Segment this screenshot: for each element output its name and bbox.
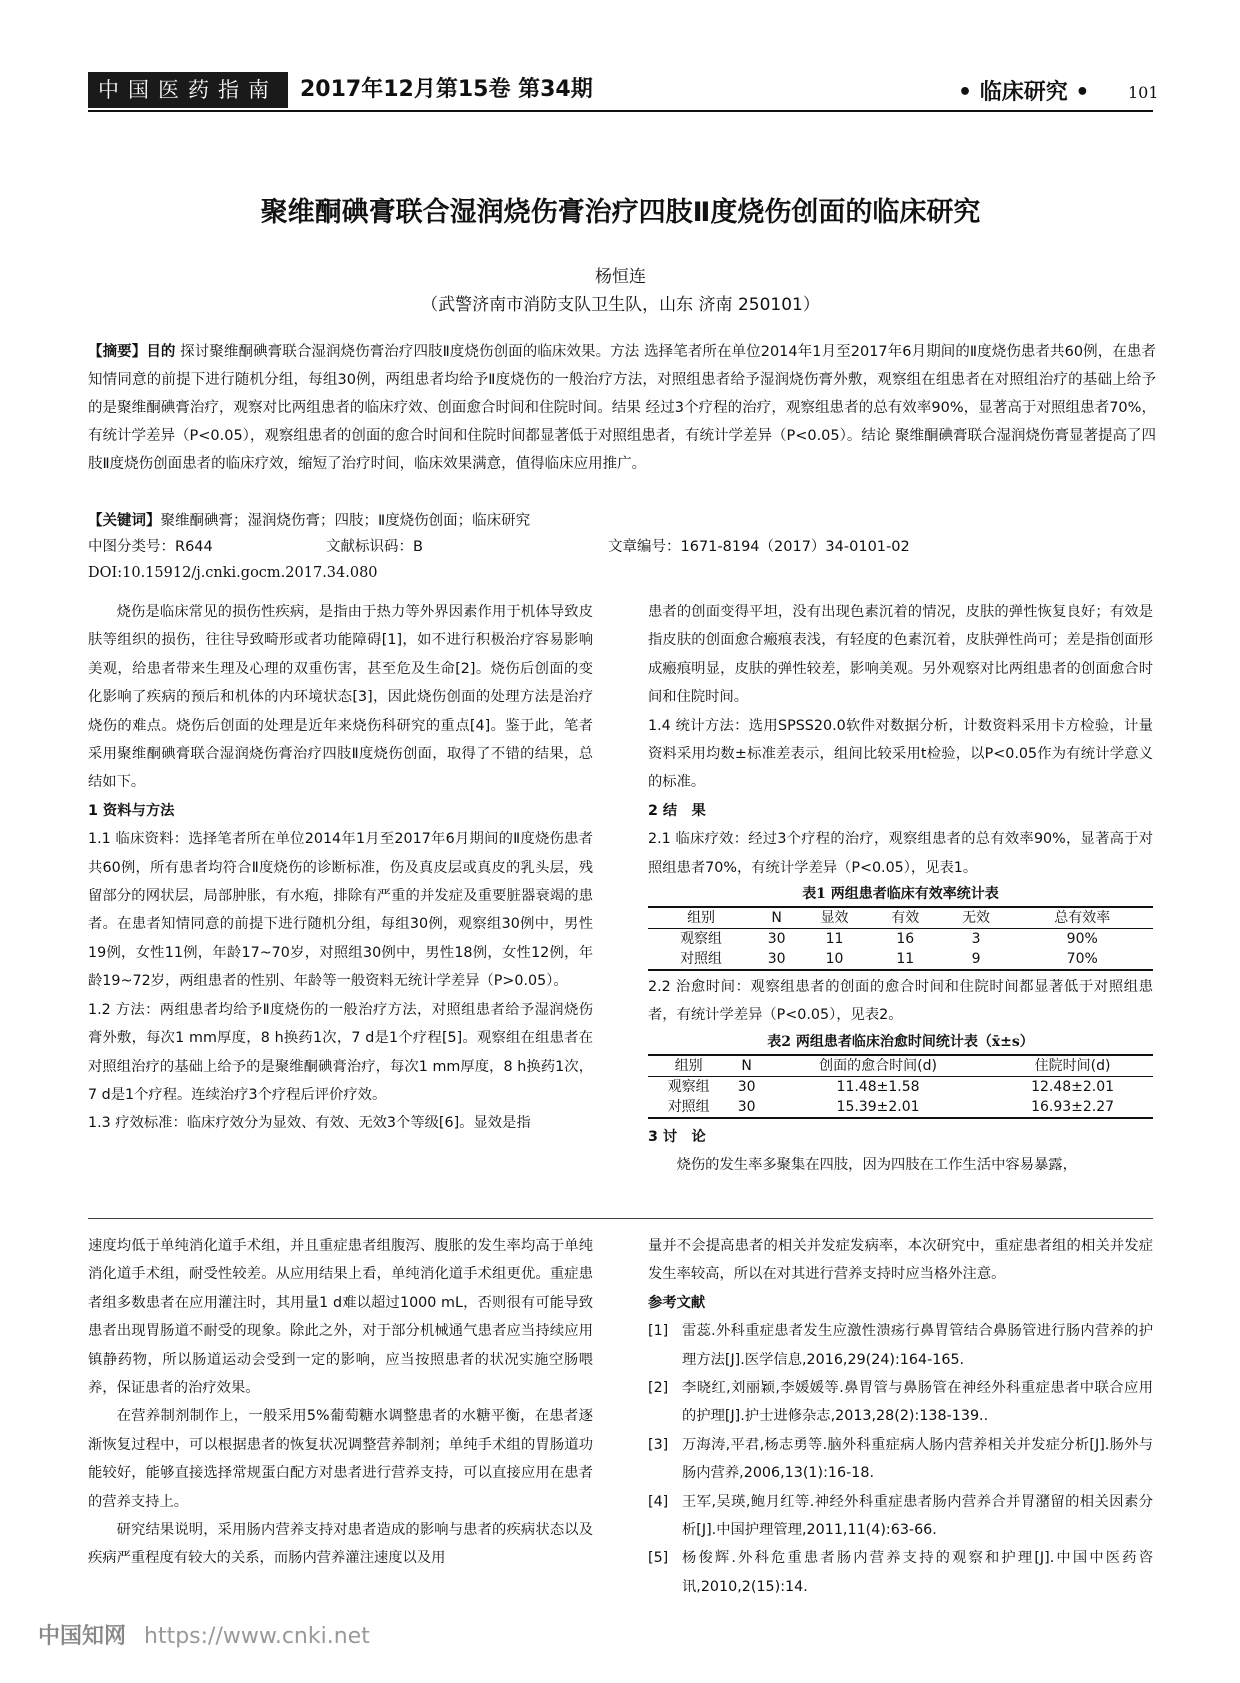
- table-header-cell: 有效: [870, 907, 941, 929]
- table-cell: 16: [896, 931, 915, 948]
- reference-item: [648, 1374, 1153, 1431]
- table-row: [648, 929, 1153, 950]
- table-cell: 30: [729, 1097, 764, 1118]
- reference-text: 雷蕊.外科重症患者发生应激性溃疡行鼻胃管结合鼻肠管进行肠内营养的护理方法[J].医学信息,2016,29(24):164-165.: [682, 1323, 1153, 1368]
- issue-info: 2017年12月第15卷 第34期: [300, 77, 593, 102]
- section-heading: 1 资料与方法: [88, 802, 175, 819]
- table-cell: 11: [870, 949, 941, 970]
- table-cell: 70%: [1011, 949, 1153, 970]
- document-code: 文献标识码：B: [326, 539, 423, 555]
- cnki-watermark: [38, 1622, 370, 1652]
- paragraph: 烧伤的发生率多聚集在四肢，因为四肢在工作生活中容易暴露，: [676, 1157, 1077, 1174]
- table-cell: 9: [941, 949, 1012, 970]
- reference-list: [648, 1317, 1153, 1601]
- table-row: [648, 1097, 1153, 1118]
- doi: DOI:10.15912/j.cnki.gocm.2017.34.080: [88, 565, 378, 581]
- paragraph: 1.4 统计方法：选用SPSS20.0软件对数据分析，计数资料采用卡方检验，计量资料采用均数±标准差表示，组间比较采用t检验，以P<0.05作为有统计学意义的标准。: [648, 717, 1153, 791]
- reference-text: 万海涛,平君,杨志勇等.脑外科重症病人肠内营养相关并发症分析[J].肠外与肠内营养,2006,13(1):16-18.: [682, 1436, 1153, 1482]
- section-tag: • 临床研究 •: [958, 80, 1090, 105]
- table-header-cell: N: [754, 907, 799, 929]
- right-column: [648, 598, 1153, 1180]
- table-cell: 10: [799, 949, 870, 970]
- table-cell: 15.39±2.01: [764, 1097, 992, 1118]
- meta-row: [88, 534, 1156, 560]
- reference-number: [2]: [648, 1380, 669, 1397]
- table2: [648, 1054, 1153, 1119]
- reference-number: [4]: [648, 1493, 669, 1510]
- clc-number: 中图分类号：R644: [88, 539, 213, 555]
- table-header-cell: N: [729, 1055, 764, 1077]
- paragraph: 烧伤是临床常见的损伤性疾病，是指由于热力等外界因素作用于机体导致皮肤等组织的损伤，往往导致畸形或者功能障碍[1]，如不进行积极治疗容易影响美观，给患者带来生理及心理的双重伤害，甚至危及生命[2]。烧伤后创面的变化影响了疾病的预后和机体的内环境状态[3]，因此烧伤创面的处理方法是治疗烧伤的难点。烧伤后创面的处理是近年来烧伤科研究的重点[4]。鉴于此，笔者采用聚维酮碘膏联合湿润烧伤膏治疗四肢Ⅱ度烧伤创面，取得了不错的结果，总结如下。: [88, 604, 593, 791]
- table-cell: 11: [825, 931, 844, 948]
- journal-name-box: 中国医药指南: [88, 72, 288, 108]
- left-column: [88, 598, 593, 1138]
- paragraph: 1.3 疗效标准：临床疗效分为显效、有效、无效3个等级[6]。显效是指: [88, 1115, 531, 1132]
- table-cell: 对照组: [648, 949, 754, 970]
- table-cell: 12.48±2.01: [1031, 1078, 1115, 1095]
- table2-caption: 表2 两组患者临床治愈时间统计表（x̄±s）: [767, 1033, 1034, 1050]
- section-heading: 3 讨 论: [648, 1128, 706, 1145]
- article-number: 文章编号：1671-8194（2017）34-0101-02: [608, 539, 910, 555]
- table-header-cell: 显效: [799, 907, 870, 929]
- paragraph: 研究结果说明，采用肠内营养支持对患者造成的影响与患者的疾病状态以及疾病严重程度有较大的关系，而肠内营养灌注速度以及用: [88, 1522, 593, 1567]
- references-heading: 参考文献: [648, 1294, 706, 1311]
- table-header-cell: 组别: [648, 1055, 729, 1077]
- table-cell: 观察组: [680, 931, 723, 948]
- table-header-cell: 创面的愈合时间(d): [764, 1055, 992, 1077]
- abstract-label: 【摘要】目的: [88, 344, 176, 360]
- reference-text: 杨俊辉.外科危重患者肠内营养支持的观察和护理[J].中国中医药咨讯,2010,2(15):14.: [682, 1550, 1153, 1595]
- table-cell: 30: [767, 931, 786, 948]
- abstract-text: 探讨聚维酮碘膏联合湿润烧伤膏治疗四肢Ⅱ度烧伤创面的临床效果。方法 选择笔者所在单位2014年1月至2017年6月期间的Ⅱ度烧伤患者共60例，在患者知情同意的前提下进行随机分组，每组30例，两组患者均给予Ⅱ度烧伤的一般治疗方法，对照组患者给予湿润烧伤膏外敷，观察组在组患者在对照组治疗的基础上给予的是聚维酮碘膏治疗，观察对比两组患者的临床疗效、创面愈合时间和住院时间。结果 经过3个疗程的治疗，观察组患者的总有效率90%，显著高于对照组患者70%，有统计学差异（P<0.05），观察组患者的创面的愈合时间和住院时间都显著低于对照组患者，有统计学差异（P<0.05）。结论 聚维酮碘膏联合湿润烧伤膏显著提高了四肢Ⅱ度烧伤创面患者的临床疗效，缩短了治疗时间，临床效果满意，值得临床应用推广。: [88, 344, 1156, 472]
- table-cell: 30: [737, 1078, 756, 1095]
- column-separator: [88, 1218, 1153, 1219]
- table-row: [648, 1076, 1153, 1097]
- paragraph: 1.1 临床资料：选择笔者所在单位2014年1月至2017年6月期间的Ⅱ度烧伤患者共60例，所有患者均符合Ⅱ度烧伤的诊断标准，伤及真皮层或真皮的乳头层，残留部分的网状层，局部肿胀，有水疱，排除有严重的并发症及重要脏器衰竭的患者。在患者知情同意的前提下进行随机分组，每组30例，观察组30例中，男性19例，女性11例，年龄17~70岁，对照组30例中，男性18例，女性12例，年龄19~72岁，两组患者的性别、年龄等一般资料无统计学差异（P>0.05）。: [88, 831, 593, 990]
- lower-left-column: [88, 1232, 593, 1573]
- paragraph: 1.2 方法：两组患者均给予Ⅱ度烧伤的一般治疗方法，对照组患者给予湿润烧伤膏外敷，每次1 mm厚度，8 h换药1次，7 d是1个疗程[5]。观察组在组患者在对照组治疗的基础上给予的是聚维酮碘膏治疗，每次1 mm厚度，8 h换药1次，7 d是1个疗程。连续治疗3个疗程后评价疗效。: [88, 1001, 593, 1103]
- table-header-cell: 组别: [648, 907, 754, 929]
- reference-number: [5]: [648, 1550, 669, 1567]
- paragraph: 2.2 治愈时间：观察组患者的创面的愈合时间和住院时间都显著低于对照组患者，有统计学差异（P<0.05），见表2。: [648, 979, 1153, 1024]
- reference-number: [1]: [648, 1323, 669, 1340]
- table-cell: 90%: [1066, 931, 1098, 948]
- keywords-text: 聚维酮碘膏；湿润烧伤膏；四肢；Ⅱ度烧伤创面；临床研究: [160, 513, 531, 529]
- abstract: [88, 338, 1156, 478]
- article-author: 杨恒连: [595, 267, 646, 287]
- paragraph: 速度均低于单纯消化道手术组，并且重症患者组腹泻、腹胀的发生率均高于单纯消化道手术组，耐受性较差。从应用结果上看，单纯消化道手术组更优。重症患者组多数患者在应用灌注时，其用量1 d难以超过1000 mL，否则很有可能导致患者出现胃肠道不耐受的现象。除此之外，对于部分机械通气患者应当持续应用镇静药物，所以肠道运动会受到一定的影响，应当按照患者的状况实施空肠喂养，保证患者的治疗效果。: [88, 1238, 593, 1397]
- paragraph: 在营养制剂制作上，一般采用5%葡萄糖水调整患者的水糖平衡，在患者逐渐恢复过程中，可以根据患者的恢复状况调整营养制剂；单纯手术组的胃肠道功能较好，能够直接选择常规蛋白配方对患者进行营养支持，可以直接应用在患者的营养支持上。: [88, 1408, 593, 1510]
- table-cell: 对照组: [648, 1097, 729, 1118]
- section-heading: 2 结 果: [648, 802, 706, 819]
- lower-right-column: [648, 1232, 1153, 1601]
- keywords: [88, 508, 1156, 534]
- reference-item: [648, 1488, 1153, 1545]
- watermark-brand: 中国知网: [38, 1624, 127, 1649]
- reference-item: [648, 1431, 1153, 1488]
- table-row: [648, 949, 1153, 970]
- keywords-label: 【关键词】: [88, 513, 161, 529]
- reference-text: 王军,吴瑛,鲍月红等.神经外科重症患者肠内营养合并胃潴留的相关因素分析[J].中国护理管理,2011,11(4):63-66.: [682, 1493, 1153, 1539]
- article-affiliation: （武警济南市消防支队卫生队，山东 济南 250101）: [421, 295, 820, 315]
- article-title: 聚维酮碘膏联合湿润烧伤膏治疗四肢Ⅱ度烧伤创面的临床研究: [260, 197, 981, 228]
- header-rule: [88, 110, 1153, 112]
- reference-item: [648, 1317, 1153, 1374]
- table-cell: 观察组: [667, 1078, 710, 1095]
- table-cell: 11.48±1.58: [836, 1078, 920, 1095]
- paragraph: 患者的创面变得平坦，没有出现色素沉着的情况，皮肤的弹性恢复良好；有效是指皮肤的创面愈合瘢痕表浅，有轻度的色素沉着，皮肤弹性尚可；差是指创面形成瘢痕明显，皮肤的弹性较差，影响美观。另外观察对比两组患者的创面愈合时间和住院时间。: [648, 604, 1153, 706]
- watermark-url: https://www.cnki.net: [144, 1624, 370, 1649]
- table-cell: 16.93±2.27: [992, 1097, 1153, 1118]
- table-cell: 3: [971, 931, 981, 948]
- table-header-cell: 住院时间(d): [992, 1055, 1153, 1077]
- page-number: 101: [1128, 83, 1159, 102]
- reference-text: 李晓红,刘丽颖,李媛媛等.鼻胃管与鼻肠管在神经外科重症患者中联合应用的护理[J].护士进修杂志,2013,28(2):138-139..: [682, 1380, 1153, 1425]
- reference-item: [648, 1544, 1153, 1601]
- table1: [648, 906, 1153, 971]
- table-header-cell: 无效: [941, 907, 1012, 929]
- paragraph: 量并不会提高患者的相关并发症发病率，本次研究中，重症患者组的相关并发症发生率较高，所以在对其进行营养支持时应当格外注意。: [648, 1238, 1153, 1283]
- reference-number: [3]: [648, 1436, 669, 1453]
- table-cell: 30: [754, 949, 799, 970]
- table1-caption: 表1 两组患者临床有效率统计表: [802, 886, 999, 903]
- table-header-cell: 总有效率: [1011, 907, 1153, 929]
- paragraph: 2.1 临床疗效：经过3个疗程的治疗，观察组患者的总有效率90%，显著高于对照组患者70%，有统计学差异（P<0.05），见表1。: [648, 831, 1153, 876]
